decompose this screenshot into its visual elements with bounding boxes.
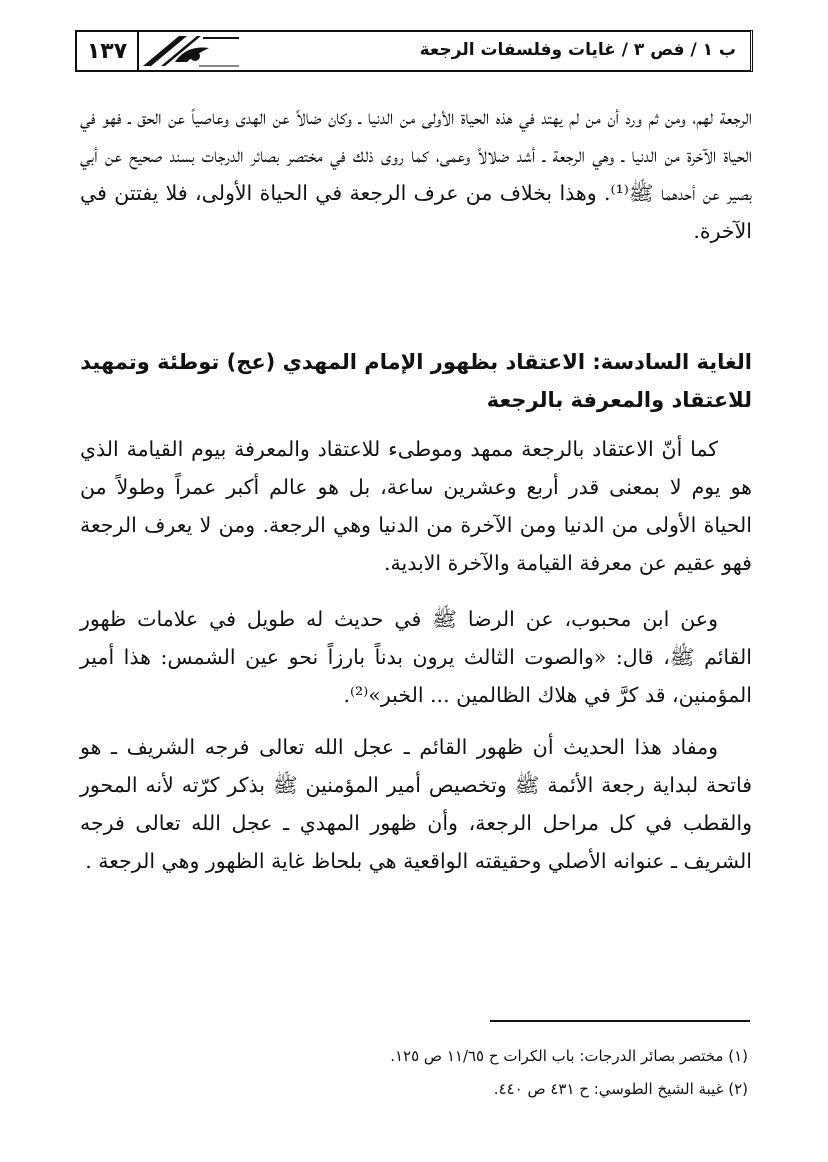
footnote-2: (٢) غيبة الشيخ الطوسي: ح ٤٣١ ص ٤٤٠. [493,1080,748,1098]
section-heading: الغاية السادسة: الاعتقاد بظهور الإمام المهدي (عج) توطئة وتمهيد للاعتقاد والمعرفة بالرجعة [80,350,752,412]
page-number-box [77,32,139,70]
running-title: ب ١ / فص ٣ / غايات وفلسفات الرجعة [419,40,736,60]
footnote-1: (١) مختصر بصائر الدرجات: باب الكرات ح ١١/٦٥ ص ١٢٥. [390,1047,748,1065]
paragraph-1: الرجعة لهم، ومن ثم ورد أن من لم يهتد في هذه الحياة الأولى من الدنيا ـ وكان ضالاً عن الهدى وعاصياً عن الحق ـ فهو في الحياة الآخرة من الدنيا ـ وهي الرجعة ـ أشد ضلالاً وعمى، كما روى ذلك في مختصر بصائر الدرجات بسند صحيح عن أبي بصير عن أحدهما ﷺ⁽¹⁾. وهذا بخلاف من عرف الرجعة في الحياة الأولى، فلا يفتتن في الآخرة. [80,105,752,243]
paragraph-4: ومفاد هذا الحديث أن ظهور القائم ـ عجل الله تعالى فرجه الشريف ـ هو فاتحة لبداية رجعة الأئمة ﷺ وتخصيص أمير المؤمنين ﷺ بذكر كرّته لأنه المحور والقطب في كل مراحل الرجعة، وأن ظهور المهدي ـ عجل الله تعالى فرجه الشريف ـ عنوانه الأصلي وحقيقته الواقعية هي بلحاظ غاية الظهور وهي الرجعة . [80,735,752,873]
page-number: ١٣٧ [86,38,128,64]
paragraph-3: وعن ابن محبوب، عن الرضا ﷺ في حديث له طويل في علامات ظهور القائم ﷺ، قال: «والصوت الثالث يرون بدناً بارزاً نحو عين الشمس: هذا أمير المؤمنين، قد كرَّ في هلاك الظالمين ... الخبر»⁽²⁾. [80,607,752,707]
footnote-separator [490,1020,750,1022]
header-ornament-icon [139,32,249,70]
page-header [75,30,753,72]
paragraph-2: كما أنّ الاعتقاد بالرجعة ممهد وموطىء للاعتقاد والمعرفة بيوم القيامة الذي هو يوم لا بمعنى قدر أربع وعشرين ساعة، بل هو عالم أكبر عمراً وطولاً من الحياة الأولى من الدنيا ومن الآخرة من الدنيا وهي الرجعة. ومن لا يعرف الرجعة فهو عقيم عن معرفة القيامة والآخرة الابدية. [80,437,752,575]
